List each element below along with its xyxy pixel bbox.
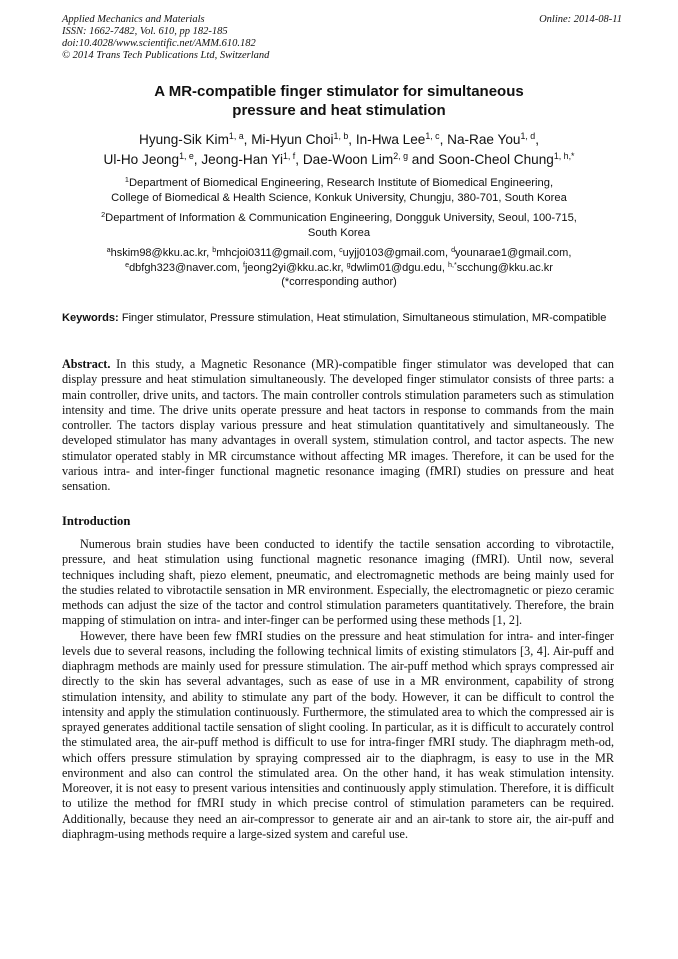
author-sup: 1, b (333, 131, 349, 142)
author-name: Mi-Hyun Choi (251, 132, 334, 147)
keywords-section (62, 311, 614, 326)
email-link[interactable]: younarae1@gmail.com, (455, 247, 572, 259)
author-sup: 1, d (520, 131, 536, 142)
email-link[interactable]: jeong2yi@kku.ac.kr, (244, 261, 344, 274)
author-sup: 2, g (393, 151, 408, 162)
paragraph: Numerous brain studies have been conducted to identify the tactile sensation according to vibrotactile, pressure, and heat stimulation using functional magnetic resonance imaging (fMRI). Until now, several techniques including shaft, piezo element, pneumatic, and electromagnetic methods are being mainly used for the studies related to vibrotactile sensation in MR environment. Especially, the electromagnetic or piezo ceramic methods can adjust the size of the tactor and control stimulation parameters quantitatively. Therefore, the brain mapping of stimulation on intra- and inter-finger can be performed using these methods [1, 2]. (62, 537, 614, 628)
author-name: Hyung-Sik Kim (139, 132, 229, 147)
email-link[interactable]: dbfgh323@naver.com, (129, 261, 240, 274)
author-name: Soon-Cheol Chung (438, 152, 554, 167)
author-name: Dae-Woon Lim (302, 152, 394, 167)
copyright-line: © 2014 Trans Tech Publications Ltd, Switzerland (62, 50, 270, 61)
email-sup: d (451, 246, 456, 255)
issn-line: ISSN: 1662-7482, Vol. 610, pp 182-185 (62, 26, 228, 37)
email-link[interactable]: scchung@kku.ac.kr (456, 261, 553, 274)
affiliation-2 (60, 211, 618, 241)
author-sup: 1, f (282, 151, 296, 162)
title-line-2: pressure and heat stimulation (232, 102, 446, 119)
journal-name: Applied Mechanics and Materials (62, 14, 205, 25)
email-sup: h,* (448, 260, 457, 269)
online-date: Online: 2014-08-11 (539, 14, 622, 25)
author-sep: , (348, 132, 356, 147)
keywords-text: Finger stimulator, Pressure stimulation, Heat stimulation, Simultaneous stimulation, MR-compatible (121, 312, 607, 324)
email-link[interactable]: mhcjoi0311@gmail.com, (216, 247, 337, 259)
author-name: Na-Rae You (447, 132, 521, 147)
author-sup: 1, e (179, 151, 194, 162)
affiliation-sup: 2 (101, 210, 106, 219)
author-sep: , (295, 152, 303, 167)
affiliation-1 (60, 176, 618, 206)
email-sup: b (212, 246, 217, 255)
affiliation-line: Department of Biomedical Engineering, Research Institute of Biomedical Engineering, (128, 177, 554, 189)
abstract-label: Abstract. (62, 357, 111, 371)
author-sep: , (193, 152, 202, 167)
author-sep: and (407, 152, 439, 167)
paper-title (60, 82, 618, 120)
author-sup: 1, h,* (553, 151, 575, 162)
author-sup: 1, a (228, 131, 244, 142)
email-link[interactable]: uyjj0103@gmail.com, (342, 247, 448, 259)
affiliation-line: South Korea (307, 227, 371, 239)
email-sup: e (125, 260, 130, 269)
corresponding-note: (*corresponding author) (281, 276, 397, 288)
author-sep: , (439, 132, 448, 147)
author-name: Ul-Ho Jeong (103, 152, 180, 167)
keywords-label: Keywords: (62, 312, 119, 324)
abstract-section (62, 357, 614, 495)
author-list (60, 130, 618, 170)
email-link[interactable]: dwlim01@dgu.edu, (350, 261, 445, 274)
paragraph: However, there have been few fMRI studies on the pressure and heat stimulation for intra- and inter-finger levels due to several reasons, including the following technical limits of existing stimulators [3, 4]. Air-puff and diaphragm methods are mainly used for pressure stimulation. The air-puff method which sprays compressed air directly to the skin has several advantages, such as ease of use in a MR environment, capability of strong stimulation intensity, and ability to stimulate any part of the body. However, it can be difficult to control the intensity and apply the stimulation continuously. Furthermore, the stimulated area to which the compressed air is sprayed generates additional tactile sensation of slight cooling. In particular, as it is difficult to accurately control the stimulated area, the air-puff method is difficult to use for intra-finger fMRI study. The diaphragm meth-od, which offers pressure stimulation by spraying compressed air to the diaphragm, is easy to use in the MR environment and also can control the stimulated area. On the other hand, it has weak stimulation intensity. Moreover, it is not easy to present various intensities and continuously apply stimulation. Therefore, it is difficult to utilize the method for fMRI study in which precise control of stimulation parameters can be required. Additionally, because they need an air-compressor to generate air and an air-tank to store air, the air-puff and diaphragm-using methods require a large-sized system and careful use. (62, 628, 614, 841)
email-sup: f (242, 260, 245, 269)
email-link[interactable]: hskim98@kku.ac.kr, (110, 247, 210, 259)
email-sup: g (346, 260, 351, 269)
affiliation-line: Department of Information & Communication Engineering, Dongguk University, Seoul, 100-715, (105, 212, 577, 224)
title-line-1: A MR-compatible finger stimulator for simultaneous (154, 83, 524, 100)
introduction-body (62, 537, 614, 842)
introduction-heading: Introduction (62, 514, 131, 528)
doi-line: doi:10.4028/www.scientific.net/AMM.610.182 (62, 38, 256, 49)
abstract-text: In this study, a Magnetic Resonance (MR)-compatible finger stimulator was developed that can display pressure and heat stimulation simultaneously. The developed finger stimulator consists of three parts: a main controller, drive units, and tactors. The main controller controls stimulation parameters such as stimulation intensity and time. The drive units operate pressure and heat tactors in response to commands from the main controller. The tactors display various pressure and heat stimulation quantitatively and simultaneously. The developed stimulator has many advantages in overall system, stimulation control, and tactor aspects. The new stimulator operated stably in MR circumstance without affecting MR images. Therefore, it can be used for the various intra- and inter-finger functional magnetic resonance imaging (fMRI) studies on pressure and heat sensation. (62, 357, 615, 494)
email-sup: a (106, 246, 111, 255)
author-name: In-Hwa Lee (355, 132, 426, 147)
author-sup: 1, c (425, 131, 440, 142)
author-sep: , (243, 132, 252, 147)
journal-header (62, 14, 622, 62)
affiliation-line: College of Biomedical & Health Science, Konkuk University, Chungju, 380-701, South Korea (111, 192, 567, 204)
affiliation-sup: 1 (124, 175, 129, 184)
author-sep: , (535, 132, 539, 147)
email-list (60, 246, 618, 290)
author-name: Jeong-Han Yi (201, 152, 283, 167)
email-sup: c (339, 246, 343, 255)
